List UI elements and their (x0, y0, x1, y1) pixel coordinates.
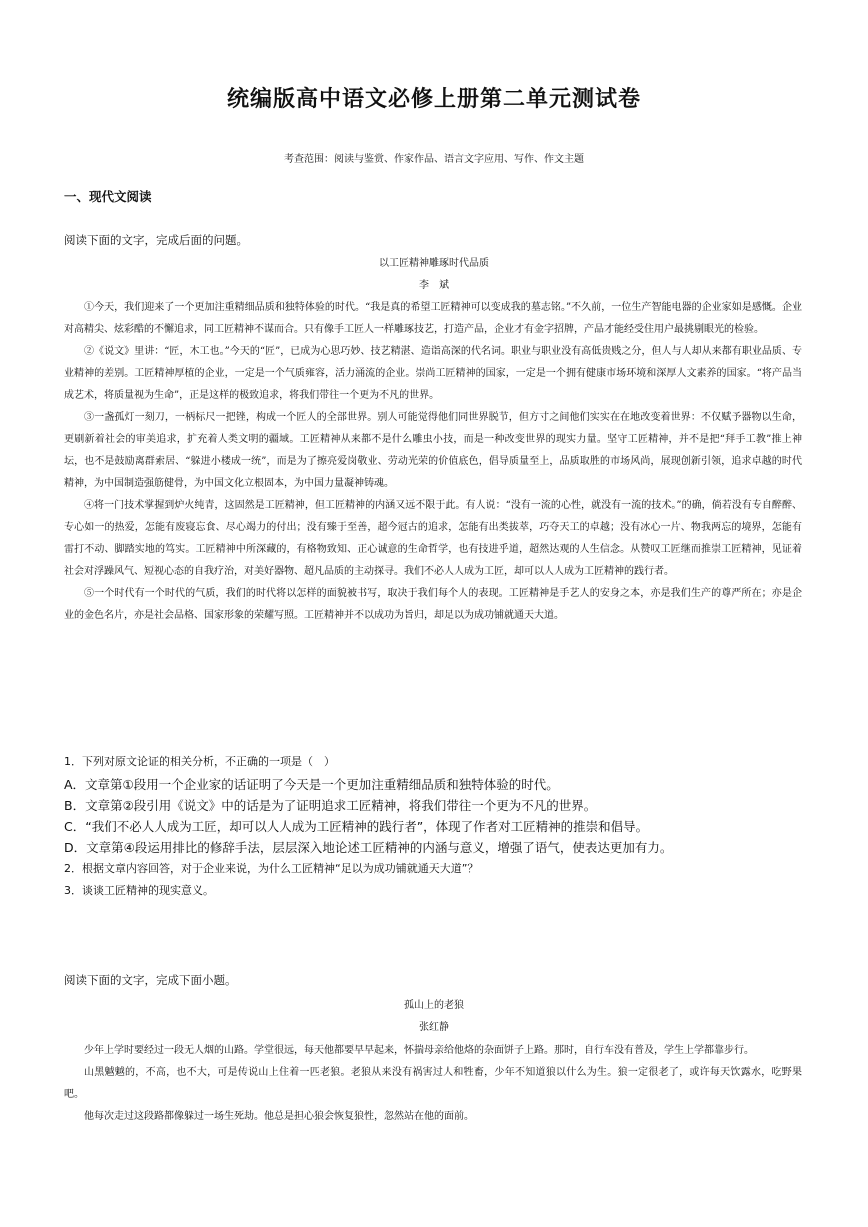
article-paragraph: ⑤一个时代有一个时代的气质，我们的时代将以怎样的面貌被书写，取决于我们每个人的表现。工匠精神是手艺人的安身之本，亦是我们生产的尊严所在；亦是企业的金色名片，亦是社会品格、国家形象的荣耀写照。工匠精神并不以成功为旨归，却足以为成功铺就通天大道。 (64, 588, 802, 621)
article-title: 以工匠精神雕琢时代品质 (379, 258, 489, 269)
article-paragraph: ③一盏孤灯一刻刀，一柄标尺一把锉，构成一个匠人的全部世界。别人可能觉得他们同世界脱节，但方寸之间他们实实在在地改变着世界：不仅赋予器物以生命，更刷新着社会的审美追求，扩充着人类文明的疆域。工匠精神从来都不是什么雕虫小技，而是一种改变世界的现实力量。坚守工匠精神，并不是把“拜手工教”推上神坛，也不是鼓励离群索居、“躲进小楼成一统”，而是为了擦亮爱岗敬业、劳动光荣的价值底色，倡导质量至上，品质取胜的市场风尚，展现创新引领，追求卓越的时代精神，为中国制造强筋健骨，为中国文化立根固本，为中国力量凝神铸魂。 (64, 412, 802, 489)
question-2: 2．根据文章内容回答，对于企业来说，为什么工匠精神“足以为成功铺就通天大道”？ (64, 862, 479, 875)
exam-scope: 考查范围：阅读与鉴赏、作家作品、语言文字应用、写作、作文主题 (284, 154, 584, 165)
page-title: 统编版高中语文必修上册第二单元测试卷 (226, 87, 641, 112)
story-author: 张红静 (419, 1022, 449, 1033)
reading-instruction-2: 阅读下面的文字，完成下面小题。 (64, 973, 237, 987)
story-title: 孤山上的老狼 (404, 1000, 464, 1011)
option-b: B．文章第②段引用《说文》中的话是为了证明追求工匠精神，将我们带往一个更为不凡的世界。 (64, 798, 597, 813)
article-author: 李 斌 (419, 280, 449, 291)
question-3: 3．谈谈工匠精神的现实意义。 (64, 884, 214, 897)
article-paragraph: ①今天，我们迎来了一个更加注重精细品质和独特体验的时代。“我是真的希望工匠精神可以变成我的墓志铭。”不久前，一位生产智能电器的企业家如是感慨。企业对高精尖、炫彩酷的不懈追求，同工匠精神不谋而合。只有像手工匠人一样雕琢技艺，打造产品，企业才有金字招牌，产品才能经受住用户最挑剔眼光的检验。 (64, 302, 802, 335)
story-body (64, 1040, 802, 1128)
story-paragraph: 少年上学时要经过一段无人烟的山路。学堂很远，每天他都要早早起来，怀揣母亲给他烙的杂面饼子上路。那时，自行车没有普及，学生上学都靠步行。 (84, 1045, 754, 1056)
article-body (64, 297, 802, 627)
question-1: 1．下列对原文论证的相关分析，不正确的一项是（ ） (64, 755, 335, 768)
section-heading: 一、现代文阅读 (64, 189, 152, 204)
article-paragraph: ④将一门技术掌握到炉火纯青，这固然是工匠精神，但工匠精神的内涵又远不限于此。有人说：“没有一流的心性，就没有一流的技术。”的确，倘若没有专自醉醉、专心如一的热爱，怎能有废寝忘食、尽心竭力的付出；没有臻于至善，超今冠古的追求，怎能有出类拔萃，巧夺天工的卓越；没有冰心一片、物我两忘的境界，怎能有雷打不动、脚踏实地的笃实。工匠精神中所深藏的，有格物致知、正心诚意的生命哲学，也有技进乎道，超然达观的人生信念。从赞叹工匠继而推崇工匠精神，见证着社会对浮躁风气、短视心态的自我疗治，对美好器物、超凡品质的主动探寻。我们不必人人成为工匠，却可以人人成为工匠精神的践行者。 (64, 500, 802, 577)
reading-instruction: 阅读下面的文字，完成后面的问题。 (64, 233, 248, 247)
option-c: C．“我们不必人人成为工匠，却可以人人成为工匠精神的践行者”，体现了作者对工匠精神的推崇和倡导。 (64, 819, 649, 834)
option-a: A．文章第①段用一个企业家的话证明了今天是一个更加注重精细品质和独特体验的时代。 (64, 777, 559, 792)
story-paragraph: 他每次走过这段路都像躲过一场生死劫。他总是担心狼会恢复狼性，忽然站在他的面前。 (84, 1111, 474, 1122)
article-paragraph: ②《说文》里讲：“匠，木工也。”今天的“匠”，已成为心思巧妙、技艺精湛、造诣高深的代名词。职业与职业没有高低贵贱之分，但人与人却从来都有职业品质、专业精神的差别。工匠精神厚植的企业，一定是一个气质雍容，活力涌流的企业。崇尚工匠精神的国家，一定是一个拥有健康市场环境和深厚人文素养的国家。“将产品当成艺术，将质量视为生命”，正是这样的极致追求，将我们带往一个更为不凡的世界。 (64, 346, 802, 401)
option-d: D．文章第④段运用排比的修辞手法，层层深入地论述工匠精神的内涵与意义，增强了语气，使表达更加有力。 (64, 840, 673, 855)
story-paragraph: 山黑魆魆的，不高，也不大，可是传说山上住着一匹老狼。老狼从来没有祸害过人和牲畜，少年不知道狼以什么为生。狼一定很老了，或许每天饮露水，吃野果吧。 (64, 1067, 802, 1100)
